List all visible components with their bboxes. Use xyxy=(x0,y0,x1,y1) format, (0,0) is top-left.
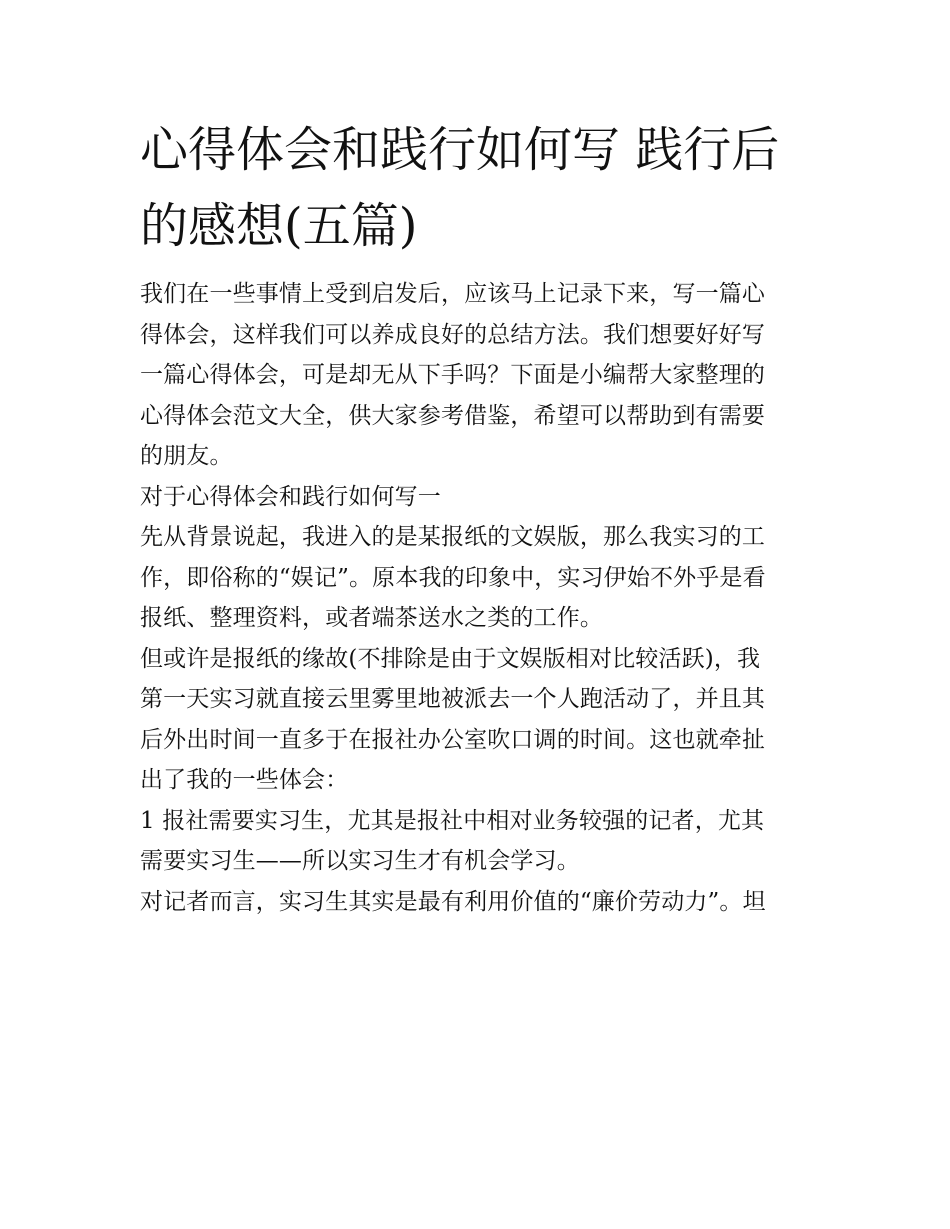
body-line: 但或许是报纸的缘故(不排除是由于文娱版相对比较活跃)，我 xyxy=(140,645,761,672)
body-line: 一篇心得体会，可是却无从下手吗？下面是小编帮大家整理的 xyxy=(140,362,766,388)
body-line: 心得体会范文大全，供大家参考借鉴，希望可以帮助到有需要 xyxy=(140,402,766,429)
body-line: 先从背景说起，我进入的是某报纸的文娱版，那么我实习的工 xyxy=(140,524,766,550)
document-page xyxy=(140,112,812,922)
body-line: 第一天实习就直接云里雾里地被派去一个人跑活动了，并且其 xyxy=(140,686,766,712)
body-line: 对记者而言，实习生其实是最有利用价值的“廉价劳动力”。坦 xyxy=(140,888,766,915)
title-line: 的感想(五篇) xyxy=(140,198,418,254)
body-line: 需要实习生——所以实习生才有机会学习。 xyxy=(140,848,580,874)
body-line: 后外出时间一直多于在报社办公室吹口调的时间。这也就牵扯 xyxy=(140,726,766,753)
body-line: 报纸、整理资料，或者端茶送水之类的工作。 xyxy=(140,605,603,631)
body-line: 1 报社需要实习生，尤其是报社中相对业务较强的记者，尤其 xyxy=(140,807,765,834)
body-line: 得体会，这样我们可以养成良好的总结方法。我们想要好好写 xyxy=(140,321,766,348)
body-line: 作，即俗称的“娱记”。原本我的印象中，实习伊始不外乎是看 xyxy=(140,564,766,591)
document-title xyxy=(140,112,812,264)
body-line: 出了我的一些体会： xyxy=(140,767,349,793)
body-line: 我们在一些事情上受到启发后，应该马上记录下来，写一篇心 xyxy=(140,281,766,307)
document-body xyxy=(140,274,812,922)
section-heading: 对于心得体会和践行如何写一 xyxy=(140,483,441,510)
body-line: 的朋友。 xyxy=(140,443,233,469)
title-line: 心得体会和践行如何写 践行后 xyxy=(140,122,780,178)
